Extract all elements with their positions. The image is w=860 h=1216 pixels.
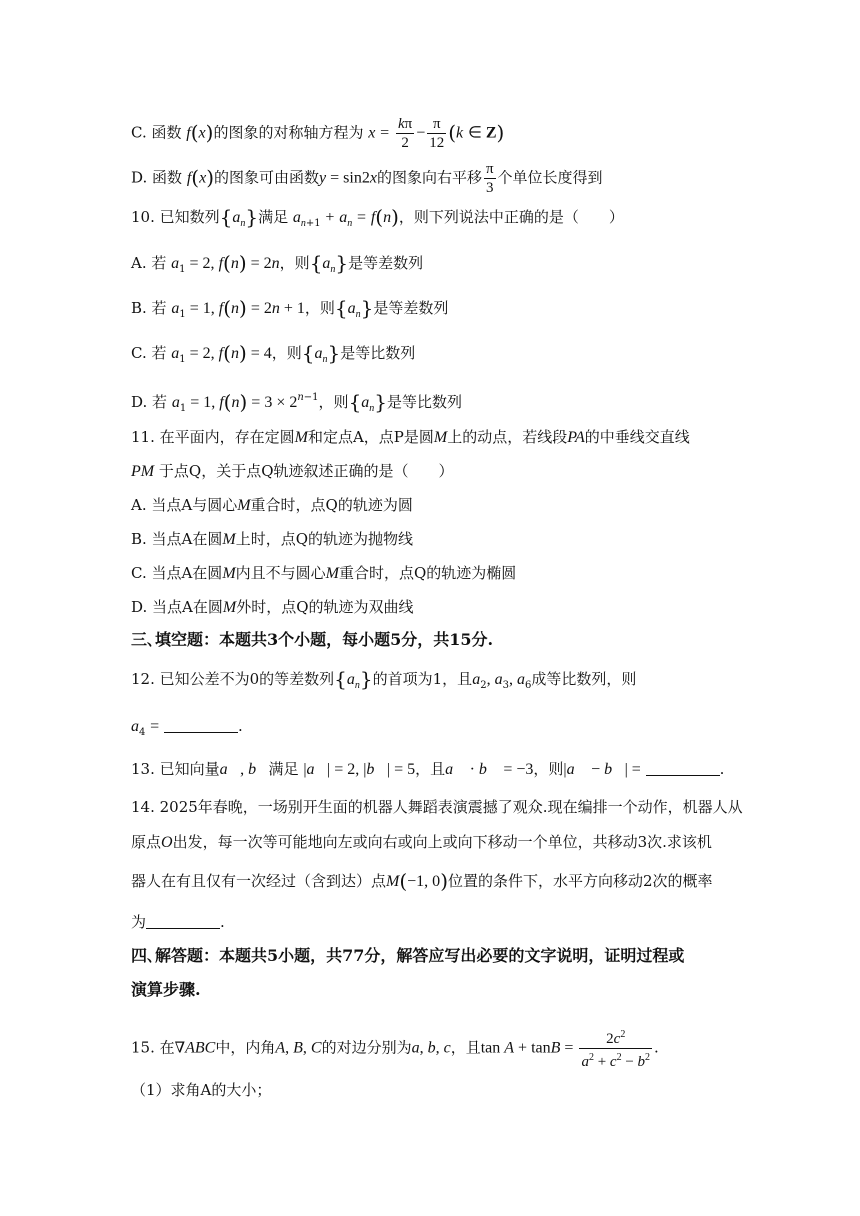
text: 于点Q，关于点Q轨迹叙述正确的是（ ） — [158, 462, 454, 480]
text: 是等差数列 — [348, 254, 424, 272]
text: ，则 — [279, 254, 310, 272]
text: 和定点A，点P是圆 — [307, 428, 434, 446]
text: ，且 — [415, 760, 446, 778]
text: . — [220, 913, 225, 931]
question-14-line3: 器人在有且仅有一次经过（含到达）点M(−1, 0)位置的条件下，水平方向移动2次的概率 — [131, 869, 713, 893]
fraction: $\frac{\pi}{12}$ — [429, 116, 445, 151]
question-12-line2: $a_4$ = . — [131, 717, 243, 738]
text: ，则 — [533, 760, 564, 778]
text: D. 若 — [131, 393, 168, 411]
section-heading-3: 三､填空题：本题共3个小题，每小题5分，共15分. — [131, 630, 494, 649]
answer-blank — [164, 718, 238, 733]
section-heading-4-line1: 四､解答题：本题共5小题，共77分，解答应写出必要的文字说明，证明过程或 — [131, 946, 685, 965]
text: 的对边分别为 — [321, 1038, 412, 1057]
fraction: $\frac{\pi}{3}$ — [485, 161, 494, 196]
text: 10. 已知数列 — [131, 208, 220, 226]
text: . — [237, 717, 243, 735]
text: ，则 — [304, 299, 335, 317]
question-15-part1: （1）求角A的大小； — [131, 1081, 272, 1099]
text: C. 若 — [131, 344, 167, 362]
fraction: $\frac{2c^2}{a^2 + c^2 - b^2}$ — [579, 1026, 652, 1071]
question-14-line2: 原点O出发，每一次等可能地向左或向右或向上或向下移动一个单位，共移动3次.求该机 — [131, 833, 712, 851]
text: 内且不与圆心 — [235, 564, 326, 582]
text: ，则 — [271, 344, 302, 362]
option-10c: C. 若 $a_1 = 2$, f(n) = 4，则$\{a_n\}$是等比数列 — [131, 341, 416, 365]
option-10b: B. 若 $a_1 = 1$, f(n) = 2n + 1，则$\{a_n\}$是等差数列 — [131, 296, 449, 320]
text: 重合时，点Q的轨迹为圆 — [250, 496, 413, 514]
text: 外时，点Q的轨迹为双曲线 — [236, 598, 414, 616]
text: 12. 已知公差不为0的等差数列 — [131, 670, 335, 688]
text: 原点 — [131, 833, 162, 851]
option-11c: C. 当点A在圆M内且不与圆心M重合时，点Q的轨迹为椭圆 — [131, 564, 517, 582]
text: ，则下列说法中正确的是（ ） — [398, 208, 624, 226]
text: 个单位长度得到 — [497, 168, 603, 187]
option-10a: A. 若 $a_1 = 2$, f(n) = 2n，则$\{a_n\}$是等差数列 — [131, 251, 424, 275]
text: 满足 — [268, 760, 299, 778]
text: 的图象可由函数 — [214, 168, 320, 187]
text: 为 — [131, 913, 147, 931]
text: C. 当点A在圆 — [131, 564, 223, 582]
text: A. 若 — [131, 254, 167, 272]
question-14-line4 — [131, 911, 731, 933]
text: ，且 — [450, 1038, 481, 1057]
question-10: 10. 已知数列$\{a_n\}$满足 $a_{n+1} + a_n = f(n)$，则下列说法中正确的是（ ） — [131, 205, 624, 229]
text: 15. 在∇ — [131, 1038, 186, 1057]
text: 是等比数列 — [340, 344, 416, 362]
answer-blank — [646, 761, 720, 776]
text: D. 当点A在圆 — [131, 598, 223, 616]
text: C. 函数 — [131, 123, 182, 142]
option-11b: B. 当点A在圆M上时，点Q的轨迹为抛物线 — [131, 530, 414, 548]
text: 11. 在平面内，存在定圆 — [131, 428, 295, 446]
text: D. 函数 — [131, 168, 183, 187]
text: 器人在有且仅有一次经过（含到达）点 — [131, 872, 387, 890]
option-11d: D. 当点A在圆M外时，点Q的轨迹为双曲线 — [131, 598, 414, 616]
text: 重合时，点Q的轨迹为椭圆 — [338, 564, 517, 582]
text: 的中垂线交直线 — [584, 428, 690, 446]
text: 满足 — [258, 208, 289, 226]
question-13: 13. 已知向量a⃗, b⃗满足 |a⃗| = 2, |b⃗| = 5，且a⃗ · b⃗ = −3，则|a⃗ − b⃗| = . — [131, 760, 725, 778]
text: A. 当点A与圆心 — [131, 496, 238, 514]
option-9d: D. 函数 f(x)的图象可由函数y = sin2x的图象向右平移 $\frac{\pi}{3}$ 个单位长度得到 — [131, 161, 603, 196]
text: 是等比数列 — [387, 393, 463, 411]
option-9c: C. 函数 f(x)的图象的对称轴方程为 x = $\frac{k\pi}{2}$ − $\frac{\pi}{12}$ (k ∈ Z) — [131, 116, 505, 151]
text: 出发，每一次等可能地向左或向右或向上或向下移动一个单位，共移动3次.求该机 — [172, 833, 712, 851]
option-10d: D. 若 $a_1 = 1$, $f(n) = 3 \times 2^{n-1}$，则$\{a_n\}$是等比数列 — [131, 390, 463, 414]
question-11-line2: PM 于点Q，关于点Q轨迹叙述正确的是（ ） — [131, 462, 454, 480]
text: 的图象的对称轴方程为 — [213, 123, 364, 142]
text: 的首项为1，且 — [372, 670, 473, 688]
text: . — [654, 1038, 659, 1057]
text: 上的动点，若线段 — [447, 428, 568, 446]
section-heading-4-line2: 演算步骤. — [131, 980, 201, 999]
text: B. 当点A在圆 — [131, 530, 223, 548]
text: 位置的条件下，水平方向移动2次的概率 — [448, 872, 713, 890]
text: B. 若 — [131, 299, 167, 317]
text: . — [719, 760, 725, 778]
text: ，则 — [318, 393, 349, 411]
text: 13. 已知向量 — [131, 760, 220, 778]
question-15: 15. 在∇ABC中，内角A, B, C的对边分别为a, b, c，且tan A + tanB = $\frac{2c^2}{a^2 + c^2 - b^2}$ . — [131, 1026, 731, 1071]
question-11-line1: 11. 在平面内，存在定圆M和定点A，点P是圆M上的动点，若线段PA的中垂线交直线 — [131, 428, 690, 446]
text: 的图象向右平移 — [376, 168, 482, 187]
answer-blank — [146, 914, 220, 929]
text: 中，内角 — [215, 1038, 276, 1057]
text: 上时，点Q的轨迹为抛物线 — [235, 530, 414, 548]
option-11a: A. 当点A与圆心M重合时，点Q的轨迹为圆 — [131, 496, 413, 514]
text: 是等差数列 — [373, 299, 449, 317]
text: 成等比数列，则 — [531, 670, 637, 688]
question-12-line1: 12. 已知公差不为0的等差数列$\{a_n\}$的首项为1，且$a_2$, $a_3$, $a_6$成等比数列，则 — [131, 667, 637, 691]
question-14-line1: 14. 2025年春晚，一场别开生面的机器人舞蹈表演震撼了观众.现在编排一个动作，机器人从 — [131, 798, 743, 816]
fraction: $\frac{k\pi}{2}$ — [397, 116, 413, 151]
